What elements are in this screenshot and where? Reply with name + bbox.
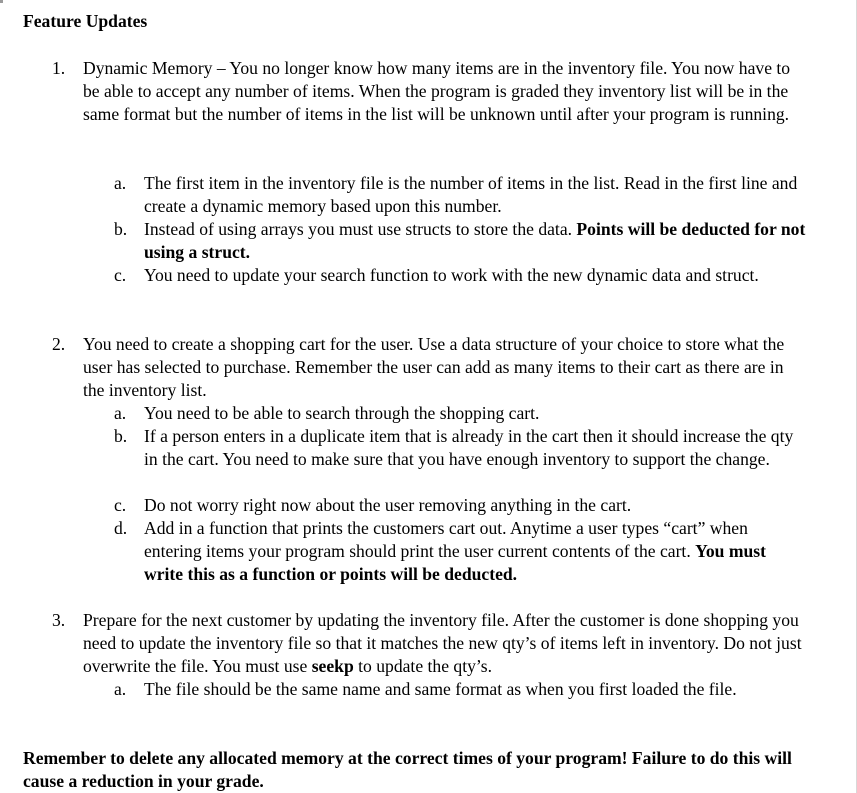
- sub-item-text: Do not worry right now about the user removing anything in the cart.: [144, 495, 632, 515]
- list-item-number: 3.: [52, 610, 66, 630]
- sub-item-letter: a.: [114, 403, 127, 423]
- corner-mark: [0, 0, 3, 3]
- emphasis-text: Points will be deducted for not using a struct.: [144, 219, 806, 262]
- sub-item-letter: b.: [114, 426, 128, 446]
- sub-item-text: If a person enters in a duplicate item that is already in the cart then it should increase the qty in the cart. You need to make sure that you have enough inventory to support the change.: [144, 426, 794, 469]
- sub-item-letter: b.: [114, 219, 128, 239]
- sub-item-text: You need to update your search function to work with the new dynamic data and struct.: [144, 265, 759, 285]
- sub-item-text: The first item in the inventory file is the number of items in the list. Read in the first line and create a dynamic memory based upon this number.: [144, 173, 798, 216]
- sub-item-letter: c.: [114, 495, 127, 515]
- document-heading: Feature Updates: [23, 11, 148, 31]
- list-item-number: 2.: [52, 334, 66, 354]
- list-item-number: 1.: [52, 58, 66, 78]
- sub-item-letter: c.: [114, 265, 127, 285]
- list-item-text: Prepare for the next customer by updating the inventory file. After the customer is done shopping you need to update the inventory file so that it matches the new qty’s of items left in inventory. Do not just overwrite the file. You must use seekp to update the qty’s.: [83, 610, 802, 676]
- list-item-text: You need to create a shopping cart for the user. Use a data structure of your choice to store what the user has selected to purchase. Remember the user can add as many items to their cart as there are in the inventory list.: [83, 334, 785, 400]
- sub-item-letter: a.: [114, 173, 127, 193]
- sub-item-letter: d.: [114, 518, 128, 538]
- sub-item-text: Add in a function that prints the customers cart out. Anytime a user types “cart” when entering items your program should print the user current contents of the cart. You must write this as a function or points will be deducted.: [144, 518, 767, 584]
- sub-item-text: You need to be able to search through the shopping cart.: [144, 403, 540, 423]
- sub-item-text: The file should be the same name and same format as when you first loaded the file.: [144, 679, 737, 699]
- emphasis-text: seekp: [311, 656, 354, 676]
- emphasis-text: You must write this as a function or points will be deducted.: [144, 541, 767, 584]
- list-item-text: Dynamic Memory – You no longer know how many items are in the inventory file. You now have to be able to accept any number of items. When the program is graded they inventory list will be in the same format but the number of items in the list will be unknown until after your program is running.: [83, 58, 791, 124]
- sub-item-letter: a.: [114, 679, 127, 699]
- sub-item-text: Instead of using arrays you must use structs to store the data. Points will be deducted for not using a struct.: [144, 219, 806, 262]
- closing-note: Remember to delete any allocated memory at the correct times of your program! Failure to do this will cause a reduction in your grade.: [23, 748, 792, 791]
